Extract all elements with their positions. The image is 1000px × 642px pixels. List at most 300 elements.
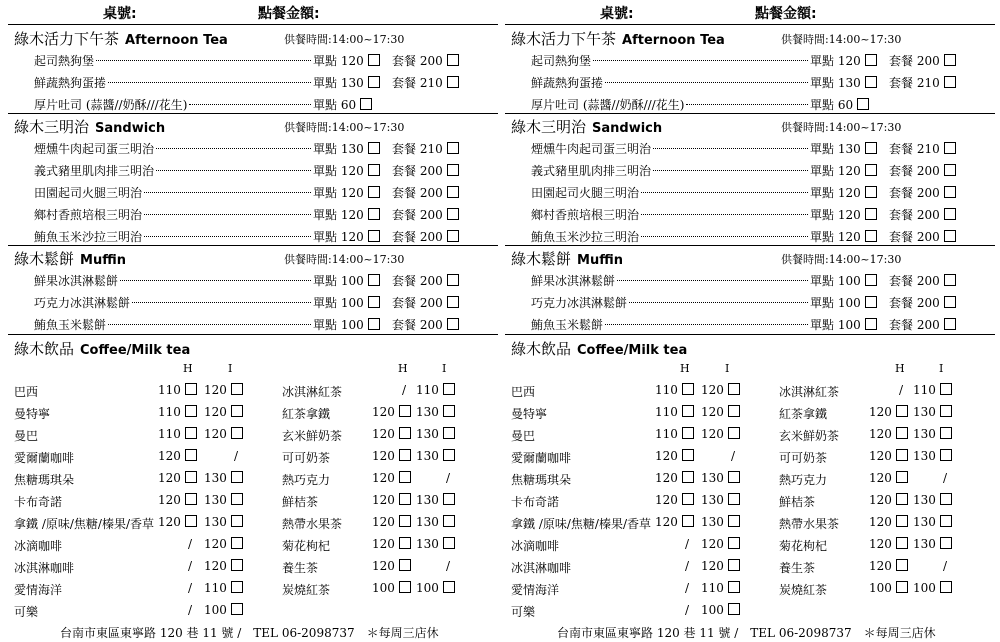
- set-order-checkbox[interactable]: [447, 186, 459, 198]
- single-order-checkbox[interactable]: [865, 230, 877, 242]
- single-order-checkbox[interactable]: [368, 142, 380, 154]
- iced-price-value: 100: [701, 603, 724, 617]
- dotted-leader: [653, 170, 808, 171]
- set-order-checkbox[interactable]: [944, 318, 956, 330]
- iced-price-value: 130: [416, 537, 439, 551]
- hot-price: [372, 471, 406, 485]
- menu-item-row: [8, 290, 498, 312]
- hot-order-checkbox[interactable]: [896, 537, 908, 549]
- iced-price: [204, 603, 238, 617]
- section-header: [505, 114, 995, 136]
- drink-row: [505, 534, 995, 556]
- drink-row: [8, 402, 498, 424]
- set-order-checkbox[interactable]: [944, 274, 956, 286]
- hot-price-value: 110: [655, 405, 678, 419]
- menu-item-row: [8, 70, 498, 92]
- hot-price: [869, 493, 903, 507]
- iced-price-value: 120: [701, 405, 724, 419]
- hot-order-checkbox[interactable]: [399, 559, 411, 571]
- drink-name: 愛爾蘭咖啡: [511, 451, 572, 465]
- menu-item-row: [8, 136, 498, 158]
- set-order-checkbox[interactable]: [447, 208, 459, 220]
- drink-name: 紅茶拿鐵: [282, 407, 331, 421]
- iced-price-value: 130: [913, 449, 936, 463]
- set-price: [889, 140, 956, 157]
- single-order-checkbox[interactable]: [865, 54, 877, 66]
- set-order-checkbox[interactable]: [447, 318, 459, 330]
- drink-row: [505, 490, 995, 512]
- iced-order-checkbox[interactable]: [940, 537, 952, 549]
- drink-name: 曼巴: [14, 429, 39, 443]
- single-order-checkbox[interactable]: [865, 186, 877, 198]
- single-price-label: 單點 60: [313, 98, 357, 112]
- single-price-label: 單點 120: [313, 186, 364, 200]
- single-order-checkbox[interactable]: [368, 230, 380, 242]
- iced-price: [416, 537, 450, 551]
- iced-price-value: 120: [701, 559, 724, 573]
- iced-order-checkbox[interactable]: [940, 493, 952, 505]
- single-price-label: 單點 100: [313, 274, 364, 288]
- section-title-en: Coffee/Milk tea: [80, 343, 191, 358]
- iced-price-value: 130: [416, 493, 439, 507]
- hot-order-checkbox[interactable]: [896, 559, 908, 571]
- single-price-label: 單點 100: [810, 318, 861, 332]
- order-amount-label: 點餐金額:: [258, 6, 320, 22]
- single-price-label: 單點 120: [810, 230, 861, 244]
- drink-name: 菊花枸杞: [779, 539, 828, 553]
- single-order-checkbox[interactable]: [368, 296, 380, 308]
- hot-price: [869, 471, 903, 485]
- dotted-leader: [593, 60, 808, 61]
- hot-price-value: 110: [158, 405, 181, 419]
- hot-price-value: /: [187, 537, 192, 551]
- dotted-leader: [605, 82, 808, 83]
- iced-price-value: 130: [913, 515, 936, 529]
- single-price-label: 單點 120: [810, 208, 861, 222]
- single-price: [810, 206, 877, 223]
- drink-name: 熱帶水果茶: [282, 517, 343, 531]
- iced-order-checkbox[interactable]: [940, 383, 952, 395]
- iced-price-value: 100: [913, 581, 936, 595]
- store-phone: TEL 06-2098737: [750, 626, 852, 640]
- drink-name: 可可奶茶: [779, 451, 828, 465]
- iced-price-value: 130: [204, 471, 227, 485]
- set-price-label: 套餐 200: [889, 186, 940, 200]
- dotted-leader: [144, 192, 311, 193]
- hot-price: [869, 427, 903, 441]
- dotted-leader: [641, 214, 808, 215]
- iced-price-value: /: [445, 559, 450, 573]
- serving-time: 供餐時間:14:00~17:30: [781, 253, 902, 266]
- hot-order-checkbox[interactable]: [896, 493, 908, 505]
- hot-price: [655, 603, 689, 617]
- hot-price-value: 120: [158, 471, 181, 485]
- hot-order-checkbox[interactable]: [399, 515, 411, 527]
- menu-item-row: [505, 180, 995, 202]
- item-name: 厚片吐司 (蒜醬//奶酥///花生): [34, 98, 188, 112]
- set-order-checkbox[interactable]: [944, 208, 956, 220]
- drink-name: 炭燒紅茶: [779, 583, 828, 597]
- dotted-leader: [108, 82, 311, 83]
- hot-order-checkbox[interactable]: [399, 427, 411, 439]
- order-header: [505, 0, 995, 25]
- hot-price-value: 120: [372, 559, 395, 573]
- iced-order-checkbox[interactable]: [443, 383, 455, 395]
- set-order-checkbox[interactable]: [944, 142, 956, 154]
- iced-order-checkbox[interactable]: [728, 603, 740, 615]
- iced-order-checkbox[interactable]: [443, 493, 455, 505]
- iced-order-checkbox[interactable]: [443, 427, 455, 439]
- hot-order-checkbox[interactable]: [399, 405, 411, 417]
- single-price: [313, 272, 380, 289]
- hot-price: [869, 449, 903, 463]
- item-name: 田園起司火腿三明治: [531, 186, 640, 200]
- hot-order-checkbox[interactable]: [896, 471, 908, 483]
- section-title: [14, 248, 126, 269]
- single-price-label: 單點 100: [313, 296, 364, 310]
- set-order-checkbox[interactable]: [447, 76, 459, 88]
- set-order-checkbox[interactable]: [944, 54, 956, 66]
- iced-order-checkbox[interactable]: [940, 449, 952, 461]
- single-price-label: 單點 100: [810, 274, 861, 288]
- store-closed-note: ＊每周三店休: [366, 626, 439, 640]
- iced-order-checkbox[interactable]: [940, 515, 952, 527]
- set-order-checkbox[interactable]: [447, 230, 459, 242]
- drink-name: 熱帶水果茶: [779, 517, 840, 531]
- menu-section: [8, 246, 498, 334]
- drink-row: [8, 424, 498, 446]
- hot-order-checkbox[interactable]: [896, 581, 908, 593]
- hot-column-label: H: [895, 362, 905, 375]
- section-header: [505, 26, 995, 48]
- section-title: [511, 338, 687, 359]
- set-price: [392, 206, 459, 223]
- single-order-checkbox[interactable]: [865, 76, 877, 88]
- menu-item-row: [8, 180, 498, 202]
- hot-order-checkbox[interactable]: [896, 427, 908, 439]
- iced-order-checkbox[interactable]: [443, 515, 455, 527]
- serving-time: 供餐時間:14:00~17:30: [781, 33, 902, 46]
- set-price: [889, 52, 956, 69]
- drink-row: [8, 600, 498, 622]
- drink-name: 冰滴咖啡: [14, 539, 63, 553]
- iced-price-value: 120: [701, 427, 724, 441]
- drink-name: 養生茶: [282, 561, 319, 575]
- single-order-checkbox[interactable]: [360, 98, 372, 110]
- drink-row: [505, 402, 995, 424]
- iced-price-value: 110: [701, 581, 724, 595]
- iced-price-value: 130: [913, 537, 936, 551]
- set-price-label: 套餐 200: [889, 230, 940, 244]
- drink-name: 可樂: [14, 605, 39, 619]
- hot-price-value: 120: [869, 559, 892, 573]
- dotted-leader: [653, 148, 808, 149]
- drink-row: [505, 600, 995, 622]
- section-header: [8, 246, 498, 268]
- iced-price-value: 130: [416, 515, 439, 529]
- set-order-checkbox[interactable]: [447, 142, 459, 154]
- section-title: [14, 338, 190, 359]
- single-price: [810, 184, 877, 201]
- section-header: [8, 114, 498, 136]
- single-order-checkbox[interactable]: [865, 142, 877, 154]
- iced-order-checkbox[interactable]: [231, 603, 243, 615]
- iced-column-label: I: [939, 362, 944, 375]
- hot-price: [158, 603, 192, 617]
- single-order-checkbox[interactable]: [368, 54, 380, 66]
- dotted-leader: [156, 170, 311, 171]
- drink-name: 鮮桔茶: [779, 495, 816, 509]
- hot-price: [869, 515, 903, 529]
- single-price: [313, 96, 372, 113]
- single-order-checkbox[interactable]: [865, 164, 877, 176]
- iced-price: [913, 537, 947, 551]
- item-name: 鮮果冰淇淋鬆餅: [34, 274, 119, 288]
- section-title-zh: 綠木鬆餅: [511, 250, 572, 268]
- section-header: [505, 336, 995, 358]
- item-name: 義式豬里肌肉排三明治: [531, 164, 652, 178]
- iced-price-value: 130: [913, 405, 936, 419]
- drink-row: [505, 556, 995, 578]
- drink-name: 焦糖瑪琪朵: [511, 473, 572, 487]
- hot-order-checkbox[interactable]: [896, 515, 908, 527]
- section-divider: [8, 113, 498, 114]
- drink-name: 曼巴: [511, 429, 536, 443]
- table-number-label: 桌號:: [103, 6, 137, 22]
- set-price-label: 套餐 210: [392, 142, 443, 156]
- hot-price: [869, 581, 903, 595]
- hot-price: [372, 559, 406, 573]
- menu-item-row: [8, 48, 498, 70]
- hot-order-checkbox[interactable]: [896, 405, 908, 417]
- drink-name: 冰滴咖啡: [511, 539, 560, 553]
- single-order-checkbox[interactable]: [368, 164, 380, 176]
- serving-time: 供餐時間:14:00~17:30: [284, 33, 405, 46]
- single-price-label: 單點 120: [313, 208, 364, 222]
- single-order-checkbox[interactable]: [368, 186, 380, 198]
- hot-price-value: 120: [655, 471, 678, 485]
- set-price: [889, 206, 956, 223]
- drink-name: 曼特寧: [511, 407, 548, 421]
- hot-price: [372, 405, 406, 419]
- iced-price-value: 130: [913, 427, 936, 441]
- hot-column-label: H: [398, 362, 408, 375]
- iced-order-checkbox[interactable]: [443, 449, 455, 461]
- drink-row: [505, 380, 995, 402]
- section-title-zh: 綠木飲品: [511, 340, 572, 358]
- single-order-checkbox[interactable]: [368, 208, 380, 220]
- hot-price-value: 120: [869, 493, 892, 507]
- section-header: [8, 26, 498, 48]
- hot-price-value: 120: [372, 449, 395, 463]
- menu-item-row: [8, 92, 498, 114]
- single-order-checkbox[interactable]: [865, 208, 877, 220]
- iced-price: [416, 405, 450, 419]
- hot-price-value: 120: [372, 493, 395, 507]
- hot-order-checkbox[interactable]: [399, 493, 411, 505]
- iced-price-value: 110: [913, 383, 936, 397]
- set-order-checkbox[interactable]: [944, 76, 956, 88]
- drink-name: 炭燒紅茶: [282, 583, 331, 597]
- drink-name: 玄米鮮奶茶: [779, 429, 840, 443]
- hot-price-value: /: [898, 383, 903, 397]
- set-price: [392, 184, 459, 201]
- iced-price-value: /: [942, 559, 947, 573]
- iced-column-label: I: [725, 362, 730, 375]
- table-number-label: 桌號:: [600, 6, 634, 22]
- hot-price-value: /: [684, 581, 689, 595]
- set-price-label: 套餐 200: [392, 164, 443, 178]
- iced-price: [416, 449, 450, 463]
- iced-price-value: 120: [204, 383, 227, 397]
- set-order-checkbox[interactable]: [944, 230, 956, 242]
- set-order-checkbox[interactable]: [944, 164, 956, 176]
- iced-price: [416, 471, 450, 485]
- hot-price: [372, 449, 406, 463]
- single-order-checkbox[interactable]: [368, 318, 380, 330]
- single-order-checkbox[interactable]: [865, 318, 877, 330]
- menu-item-row: [505, 136, 995, 158]
- set-price: [392, 294, 459, 311]
- single-order-checkbox[interactable]: [368, 274, 380, 286]
- hot-price-value: /: [187, 603, 192, 617]
- menu-item-row: [505, 202, 995, 224]
- iced-price-value: 130: [204, 515, 227, 529]
- iced-price: [913, 449, 947, 463]
- drink-name: 拿鐵 /原味/焦糖/榛果/香草: [14, 517, 154, 531]
- set-price: [889, 294, 956, 311]
- hot-price-value: 120: [655, 449, 678, 463]
- single-price-label: 單點 120: [313, 54, 364, 68]
- iced-price-value: 120: [701, 383, 724, 397]
- set-order-checkbox[interactable]: [944, 186, 956, 198]
- iced-price-value: /: [730, 449, 735, 463]
- iced-order-checkbox[interactable]: [940, 405, 952, 417]
- drink-row: [8, 534, 498, 556]
- hot-order-checkbox[interactable]: [399, 449, 411, 461]
- dotted-leader: [144, 236, 311, 237]
- single-price: [313, 294, 380, 311]
- hot-price: [869, 559, 903, 573]
- drink-row: [505, 512, 995, 534]
- iced-order-checkbox[interactable]: [443, 537, 455, 549]
- menu-section: [505, 26, 995, 114]
- hot-order-checkbox[interactable]: [399, 581, 411, 593]
- store-address: 台南市東區東寧路 120 巷 11 號 /: [557, 626, 739, 640]
- drink-row: [505, 424, 995, 446]
- set-price: [889, 272, 956, 289]
- iced-price: [416, 383, 450, 397]
- single-price-label: 單點 130: [313, 76, 364, 90]
- hot-price-value: 120: [158, 449, 181, 463]
- hot-price-value: 110: [158, 427, 181, 441]
- set-price: [889, 228, 956, 245]
- menu-item-row: [505, 312, 995, 334]
- iced-price: [913, 581, 947, 595]
- store-footer: [557, 624, 948, 641]
- dotted-leader: [96, 60, 311, 61]
- single-price: [810, 140, 877, 157]
- iced-order-checkbox[interactable]: [443, 405, 455, 417]
- single-price: [810, 162, 877, 179]
- menu-panel-right: [505, 0, 995, 642]
- menu-item-row: [505, 290, 995, 312]
- hot-order-checkbox[interactable]: [896, 449, 908, 461]
- iced-price-value: 130: [416, 449, 439, 463]
- drink-name: 冰淇淋咖啡: [511, 561, 572, 575]
- set-order-checkbox[interactable]: [447, 296, 459, 308]
- set-price-label: 套餐 200: [889, 164, 940, 178]
- iced-order-checkbox[interactable]: [443, 581, 455, 593]
- single-price: [810, 52, 877, 69]
- hot-price: [372, 383, 406, 397]
- single-price: [810, 294, 877, 311]
- set-price: [392, 52, 459, 69]
- set-price: [889, 74, 956, 91]
- single-order-checkbox[interactable]: [865, 296, 877, 308]
- iced-price-value: 110: [204, 581, 227, 595]
- set-price-label: 套餐 210: [392, 76, 443, 90]
- hot-price-value: /: [187, 559, 192, 573]
- drink-name: 愛情海洋: [14, 583, 63, 597]
- single-order-checkbox[interactable]: [857, 98, 869, 110]
- set-order-checkbox[interactable]: [447, 274, 459, 286]
- menu-item-row: [8, 158, 498, 180]
- iced-price: [913, 383, 947, 397]
- hot-price-value: 120: [655, 515, 678, 529]
- section-title-zh: 綠木活力下午茶: [511, 30, 617, 48]
- set-price-label: 套餐 210: [889, 76, 940, 90]
- iced-price-value: /: [445, 471, 450, 485]
- single-order-checkbox[interactable]: [865, 274, 877, 286]
- set-price: [392, 316, 459, 333]
- section-divider: [505, 334, 995, 335]
- hot-column-label: H: [183, 362, 193, 375]
- single-order-checkbox[interactable]: [368, 76, 380, 88]
- item-name: 鮮果冰淇淋鬆餅: [531, 274, 616, 288]
- section-divider: [505, 113, 995, 114]
- set-order-checkbox[interactable]: [447, 164, 459, 176]
- set-order-checkbox[interactable]: [944, 296, 956, 308]
- hot-order-checkbox[interactable]: [399, 471, 411, 483]
- drink-name: 巴西: [511, 385, 536, 399]
- iced-order-checkbox[interactable]: [940, 581, 952, 593]
- iced-price-value: 120: [204, 405, 227, 419]
- hot-price: [869, 537, 903, 551]
- single-price: [313, 74, 380, 91]
- item-name: 義式豬里肌肉排三明治: [34, 164, 155, 178]
- menu-item-row: [8, 268, 498, 290]
- iced-order-checkbox[interactable]: [940, 427, 952, 439]
- section-title-en: Muffin: [80, 253, 126, 268]
- set-price: [889, 316, 956, 333]
- hot-price-value: /: [187, 581, 192, 595]
- hot-order-checkbox[interactable]: [399, 537, 411, 549]
- section-title-zh: 綠木鬆餅: [14, 250, 75, 268]
- single-price-label: 單點 130: [313, 142, 364, 156]
- item-name: 鮮蔬熱狗蛋捲: [34, 76, 107, 90]
- iced-price-value: 130: [701, 471, 724, 485]
- order-header: [8, 0, 498, 25]
- hot-price-value: 120: [372, 471, 395, 485]
- section-title-en: Sandwich: [592, 121, 663, 136]
- item-name: 鄉村香煎培根三明治: [531, 208, 640, 222]
- set-order-checkbox[interactable]: [447, 54, 459, 66]
- drink-row: [8, 446, 498, 468]
- drink-name: 巴西: [14, 385, 39, 399]
- drink-name: 可可奶茶: [282, 451, 331, 465]
- section-title-zh: 綠木三明治: [511, 118, 587, 136]
